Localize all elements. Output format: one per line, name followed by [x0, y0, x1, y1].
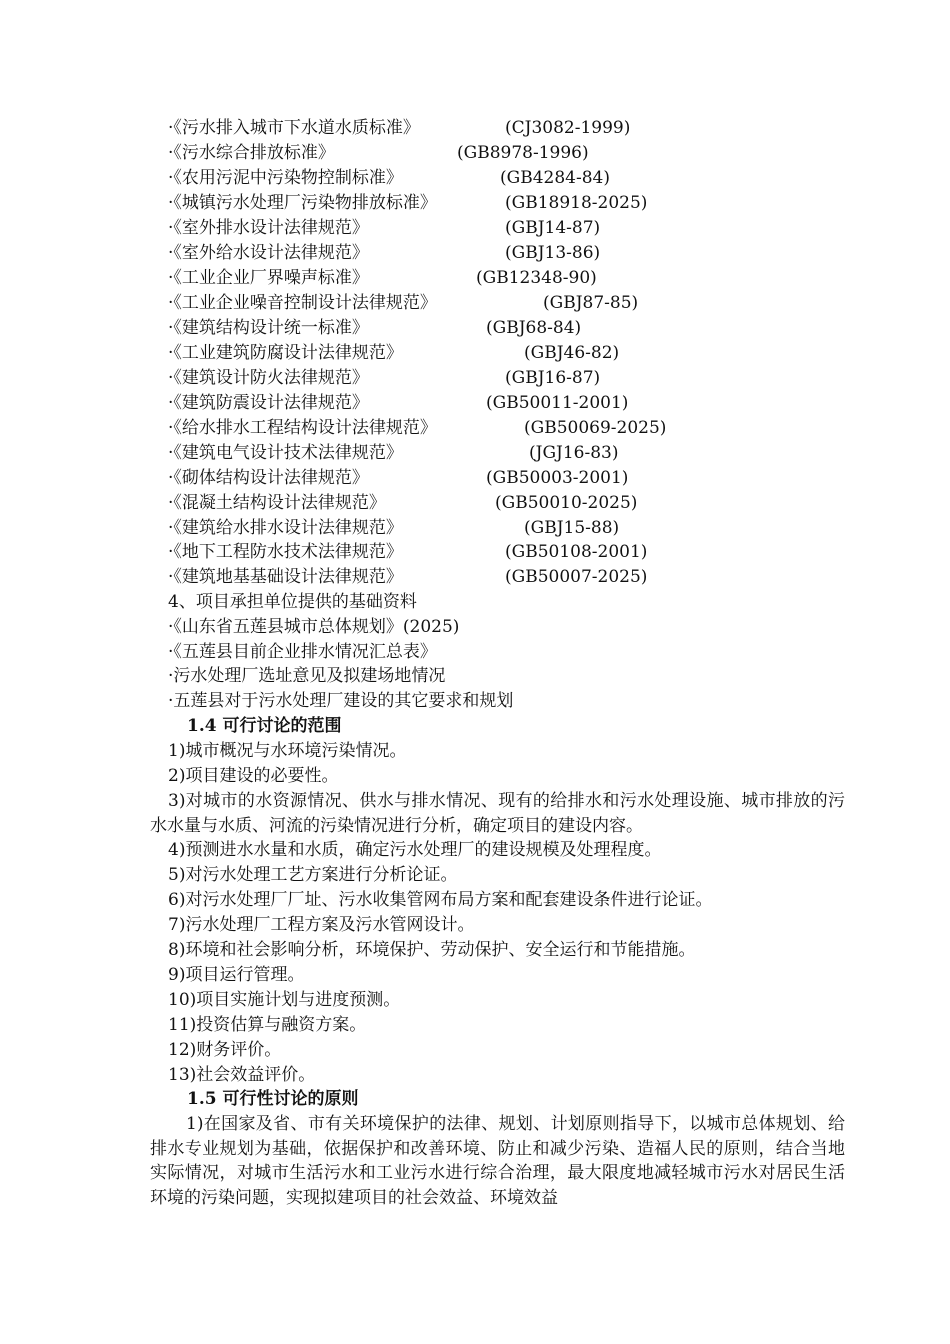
standard-code: (GB50010-2025) [495, 493, 638, 513]
list-item: 13)社会效益评价。 [168, 1065, 316, 1085]
list-item: ·污水处理厂选址意见及拟建场地情况 [168, 666, 446, 686]
list-item: 12)财务评价。 [168, 1040, 282, 1060]
standard-title: ·《工业企业噪音控制设计法律规范》 [168, 293, 437, 313]
standard-code: (GB50003-2001) [486, 468, 629, 488]
standard-code: (GBJ87-85) [543, 293, 639, 313]
standard-code: (GB8978-1996) [457, 143, 589, 163]
list-item: 9)项目运行管理。 [168, 965, 305, 985]
standard-title: ·《污水排入城市下水道水质标准》 [168, 118, 420, 138]
section-heading: 1.4 可行讨论的范围 [187, 716, 342, 736]
standard-title: ·《建筑地基基础设计法律规范》 [168, 567, 403, 587]
standard-title: ·《建筑给水排水设计法律规范》 [168, 518, 403, 538]
standard-title: ·《给水排水工程结构设计法律规范》 [168, 418, 437, 438]
list-item: 11)投资估算与融资方案。 [168, 1015, 367, 1035]
standard-code: (GBJ68-84) [486, 318, 582, 338]
list-item: 2)项目建设的必要性。 [168, 766, 339, 786]
standard-code: (GBJ15-88) [524, 518, 620, 538]
list-item: ·《山东省五莲县城市总体规划》(2025) [168, 617, 460, 637]
standard-code: (GB50007-2025) [505, 567, 648, 587]
list-item: ·五莲县对于污水处理厂建设的其它要求和规划 [168, 691, 514, 711]
standard-code: (GBJ46-82) [524, 343, 620, 363]
standard-title: ·《建筑设计防火法律规范》 [168, 368, 369, 388]
standard-code: (GBJ16-87) [505, 368, 601, 388]
list-item: 6)对污水处理厂厂址、污水收集管网布局方案和配套建设条件进行论证。 [168, 890, 713, 910]
section-heading: 4、项目承担单位提供的基础资料 [168, 592, 417, 612]
standard-code: (GB18918-2025) [505, 193, 648, 213]
list-item: 8)环境和社会影响分析，环境保护、劳动保护、安全运行和节能措施。 [168, 940, 696, 960]
standard-title: ·《地下工程防水技术法律规范》 [168, 542, 403, 562]
standard-title: ·《混凝土结构设计法律规范》 [168, 493, 386, 513]
standard-code: (GBJ13-86) [505, 243, 601, 263]
standard-code: (CJ3082-1999) [505, 118, 631, 138]
standard-title: ·《污水综合排放标准》 [168, 143, 335, 163]
standard-title: ·《农用污泥中污染物控制标准》 [168, 168, 403, 188]
list-item: ·《五莲县目前企业排水情况汇总表》 [168, 642, 437, 662]
section-heading: 1.5 可行性讨论的原则 [187, 1089, 359, 1109]
standard-title: ·《城镇污水处理厂污染物排放标准》 [168, 193, 437, 213]
standard-title: ·《工业建筑防腐设计法律规范》 [168, 343, 403, 363]
list-item: 10)项目实施计划与进度预测。 [168, 990, 401, 1010]
standard-code: (JGJ16-83) [529, 443, 619, 463]
list-item: 5)对污水处理工艺方案进行分析论证。 [168, 865, 458, 885]
standard-title: ·《工业企业厂界噪声标准》 [168, 268, 369, 288]
standard-code: (GB50011-2001) [486, 393, 629, 413]
standard-code: (GB12348-90) [476, 268, 597, 288]
standard-code: (GB4284-84) [500, 168, 610, 188]
standard-title: ·《建筑防震设计法律规范》 [168, 393, 369, 413]
principle-paragraph: 1)在国家及省、市有关环境保护的法律、规划、计划原则指导下，以城市总体规划、给排水专业规划为基础，依据保护和改善环境、防止和减少污染、造福人民的原则，结合当地实际情况，对城市生活污水和工业污水进行综合治理，最大限度地减轻城市污水对居民生活环境的污染问题，实现拟建项目的社会效益、环境效益 [150, 1114, 845, 1209]
standard-title: ·《室外给水设计法律规范》 [168, 243, 369, 263]
standard-title: ·《建筑结构设计统一标准》 [168, 318, 369, 338]
standard-code: (GBJ14-87) [505, 218, 601, 238]
standard-code: (GB50069-2025) [524, 418, 667, 438]
standard-title: ·《砌体结构设计法律规范》 [168, 468, 369, 488]
list-item: 7)污水处理厂工程方案及污水管网设计。 [168, 915, 475, 935]
list-item-paragraph: 3)对城市的水资源情况、供水与排水情况、现有的给排水和污水处理设施、城市排放的污水水量与水质、河流的污染情况进行分析，确定项目的建设内容。 [150, 791, 845, 836]
standard-title: ·《室外排水设计法律规范》 [168, 218, 369, 238]
list-item: 4)预测进水水量和水质，确定污水处理厂的建设规模及处理程度。 [168, 840, 662, 860]
list-item: 1)城市概况与水环境污染情况。 [168, 741, 407, 761]
standard-title: ·《建筑电气设计技术法律规范》 [168, 443, 403, 463]
standard-code: (GB50108-2001) [505, 542, 648, 562]
